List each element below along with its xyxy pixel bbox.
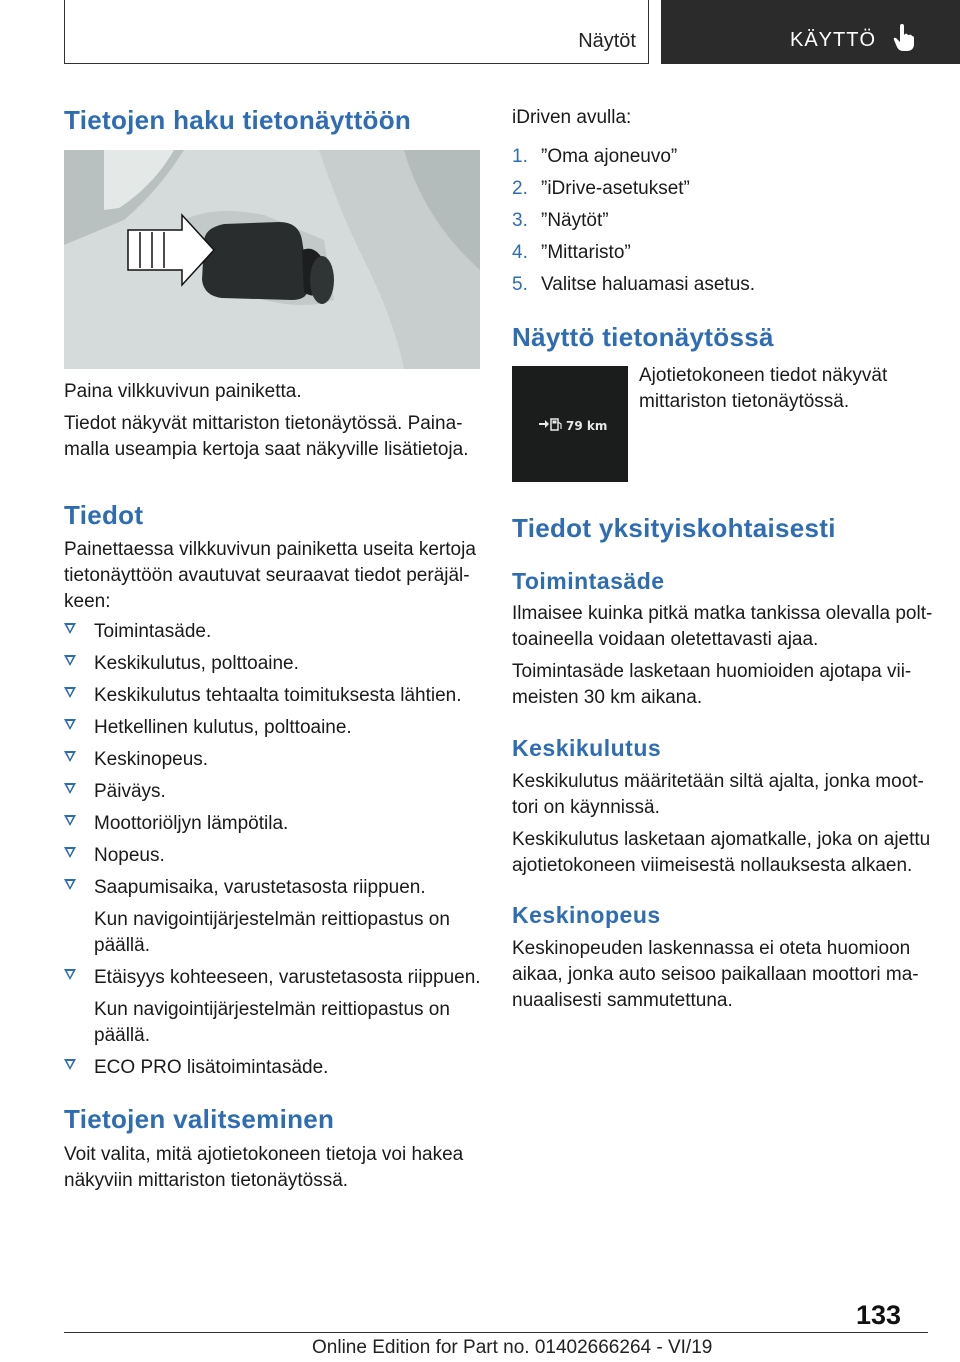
avgcons-paragraph-line: Keskikulutus määritetään siltä ajalta, jonka moot- [512, 771, 924, 792]
triangle-bullet-icon [64, 623, 76, 634]
header-chapter-tab [661, 0, 960, 64]
header-section-title: Näytöt [578, 30, 636, 52]
avgcons-paragraph-line: Keskikulutus lasketaan ajomatkalle, joka on ajettu [512, 829, 931, 850]
tiedot-paragraph-line: Painettaessa vilkkuvivun painiketta useita kertoja [64, 539, 476, 560]
nav-note-line: päällä. [94, 1025, 150, 1046]
triangle-bullet-icon [64, 815, 76, 826]
heading-avg-consumption: Keskikulutus [512, 735, 662, 761]
fuel-range-icon [539, 417, 563, 436]
tiedot-paragraph-line: tietonäyttöön avautuvat seuraavat tiedot peräjäl- [64, 565, 470, 586]
info-paragraph-line: Tiedot näkyvät mittariston tietonäytössä. Paina- [64, 413, 463, 434]
nav-note-line: Kun navigointijärjestelmän reittiopastus on [94, 909, 450, 930]
avgspeed-paragraph-line: aikaa, jonka auto seisoo paikallaan moottori ma- [512, 964, 919, 985]
heading-retrieve: Tietojen haku tietonäyttöön [64, 105, 412, 135]
heading-select: Tietojen valitseminen [64, 1104, 335, 1134]
select-paragraph-line: näkyviin mittariston tietonäytössä. [64, 1170, 349, 1191]
triangle-bullet-icon [64, 1059, 76, 1070]
range-paragraph-line: toaineella voidaan oletettavasti ajaa. [512, 629, 819, 650]
header-section-box [64, 0, 649, 64]
triangle-bullet-icon [64, 655, 76, 666]
nav-note-line: päällä. [94, 935, 150, 956]
page-number: 133 [856, 1300, 902, 1330]
triangle-bullet-icon [64, 751, 76, 762]
avgspeed-paragraph-line: Keskinopeuden laskennassa ei oteta huomioon [512, 938, 911, 959]
footer-divider [64, 1332, 928, 1333]
display-caption-line: Ajotietokoneen tiedot näkyvät [639, 365, 888, 386]
display-range-value: 79 km [566, 419, 608, 433]
tiedot-paragraph-line: keen: [64, 591, 111, 612]
heading-range: Toimintasäde [512, 568, 665, 594]
nav-note-line: Kun navigointijärjestelmän reittiopastus on [94, 999, 450, 1020]
avgspeed-paragraph-line: nuaalisesti sammutettuna. [512, 990, 733, 1011]
info-display-image [512, 366, 628, 482]
avgcons-paragraph-line: ajotietokoneen viimeisestä nollauksesta alkaen. [512, 855, 913, 876]
select-paragraph-line: Voit valita, mitä ajotietokoneen tietoja voi hakea [64, 1144, 464, 1165]
triangle-bullet-icon [64, 687, 76, 698]
header-chapter-title: KÄYTTÖ [790, 29, 877, 51]
range-paragraph-line: Ilmaisee kuinka pitkä matka tankissa olevalla polt- [512, 603, 933, 624]
avgcons-paragraph-line: tori on käynnissä. [512, 797, 660, 818]
idrive-intro: iDriven avulla: [512, 107, 632, 128]
heading-tiedot: Tiedot [64, 500, 144, 530]
range-paragraph-line: Toimintasäde lasketaan huomioiden ajotapa vii- [512, 661, 912, 682]
range-paragraph-line: meisten 30 km aikana. [512, 687, 703, 708]
heading-display: Näyttö tietonäytössä [512, 322, 774, 352]
triangle-bullet-icon [64, 847, 76, 858]
press-button-text: Paina vilkkuvivun painiketta. [64, 381, 302, 402]
triangle-bullet-icon [64, 879, 76, 890]
info-paragraph-line: malla useampia kertoja saat näkyville lisätietoja. [64, 439, 469, 460]
footer-edition: Online Edition for Part no. 01402666264 - VI/19 [312, 1337, 713, 1358]
heading-avg-speed: Keskinopeus [512, 902, 661, 928]
display-caption-line: mittariston tietonäytössä. [639, 391, 850, 412]
triangle-bullet-icon [64, 969, 76, 980]
heading-detail: Tiedot yksityiskohtaisesti [512, 513, 836, 543]
turn-signal-button-photo [64, 150, 480, 369]
pointing-hand-icon [893, 24, 915, 57]
triangle-bullet-icon [64, 719, 76, 730]
triangle-bullet-icon [64, 783, 76, 794]
